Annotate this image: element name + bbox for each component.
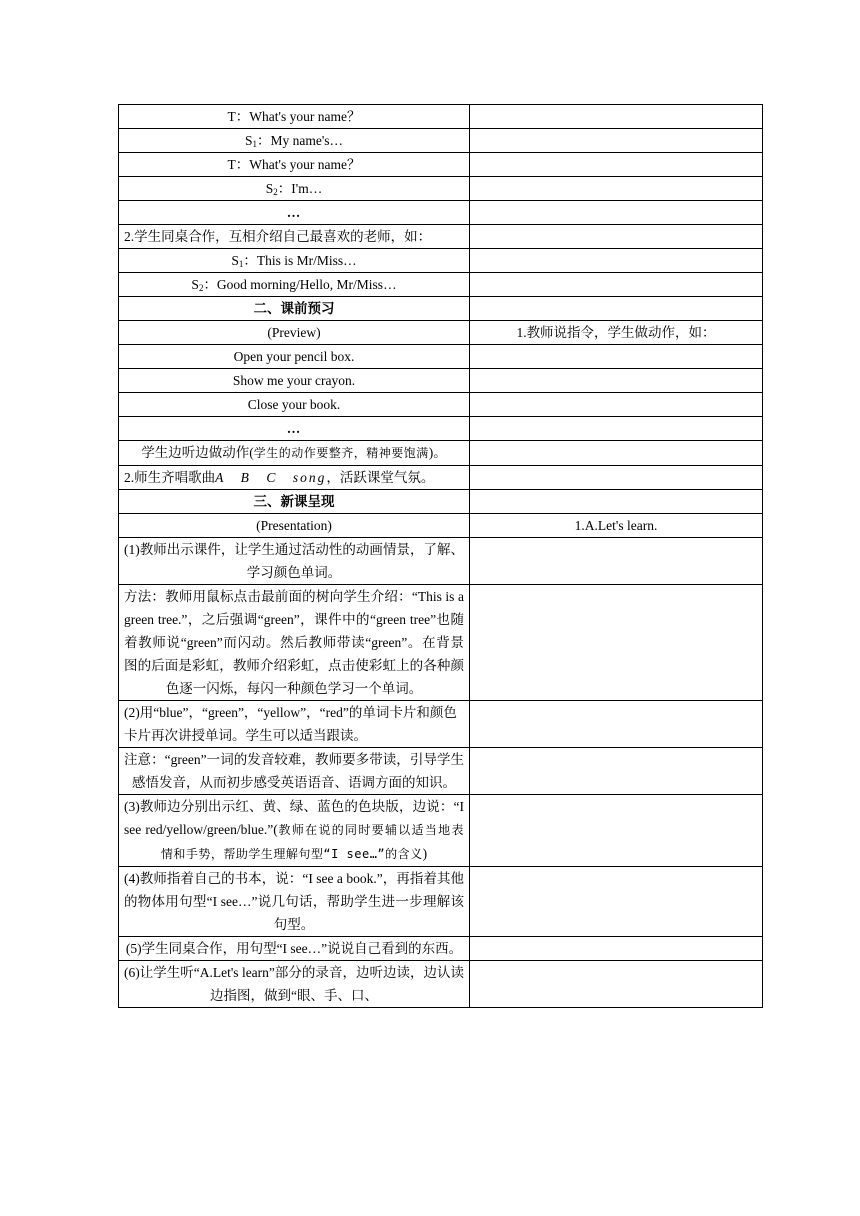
table-row — [119, 297, 763, 321]
table-cell — [470, 393, 763, 417]
table-cell — [470, 177, 763, 201]
table-row — [119, 201, 763, 225]
section-heading: 二、课前预习 — [119, 297, 470, 321]
table-row — [119, 538, 763, 585]
speaker-number: 2 — [273, 187, 278, 197]
table-cell: 2.学生同桌合作，互相介绍自己最喜欢的老师，如： — [119, 225, 470, 249]
table-cell — [470, 201, 763, 225]
cell-text: ：My name's… — [256, 133, 344, 148]
table-row — [119, 441, 763, 466]
table-cell — [470, 701, 763, 748]
table-cell — [119, 273, 470, 297]
speaker-label: S — [244, 133, 253, 148]
cell-text: )。 — [428, 445, 447, 460]
speaker-label: S — [191, 277, 199, 292]
table-row — [119, 177, 763, 201]
table-cell — [119, 249, 470, 273]
table-cell — [470, 867, 763, 937]
cell-text: ，活跃课堂气氛。 — [326, 470, 435, 485]
table-cell: (6)让学生听“A.Let's learn”部分的录音，边听边读，边认读边指图，做到“眼、手、口、 — [119, 961, 470, 1008]
table-cell: 1.教师说指令，学生做动作，如： — [470, 321, 763, 345]
table-cell: 注意：“green”一词的发音较难，教师要多带读，引导学生感悟发音，从而初步感受英语语音、语调方面的知识。 — [119, 748, 470, 795]
table-cell — [470, 961, 763, 1008]
table-cell: T：What's your name？ — [119, 105, 470, 129]
table-cell — [470, 538, 763, 585]
table-cell — [470, 466, 763, 490]
table-cell — [470, 937, 763, 961]
table-cell — [119, 129, 470, 153]
cell-text: 学生边听边做动作( — [141, 445, 254, 460]
table-cell: 1.A.Let's learn. — [470, 514, 763, 538]
table-cell — [470, 417, 763, 441]
cell-text: ：I'm… — [277, 181, 323, 196]
table-cell — [470, 369, 763, 393]
table-cell: (Presentation) — [119, 514, 470, 538]
table-row — [119, 321, 763, 345]
table-cell: Open your pencil box. — [119, 345, 470, 369]
table-cell: (2)用“blue”，“green”，“yellow”，“red”的单词卡片和颜色卡片再次讲授单词。学生可以适当跟读。 — [119, 701, 470, 748]
table-row — [119, 937, 763, 961]
table-row — [119, 490, 763, 514]
table-cell — [470, 273, 763, 297]
cell-text: 2.师生齐唱歌曲 — [124, 470, 216, 485]
cell-text: ) — [422, 846, 428, 861]
table-row — [119, 701, 763, 748]
table-row — [119, 153, 763, 177]
table-row — [119, 585, 763, 701]
table-cell — [470, 345, 763, 369]
table-cell — [470, 585, 763, 701]
table-row — [119, 393, 763, 417]
table-cell: 方法：教师用鼠标点击最前面的树向学生介绍：“This is a green tree.”，之后强调“green”，课件中的“green tree”也随着教师说“green”而闪动。然后教师带读“green”。在背景图的后面是彩虹，教师介绍彩虹，点击使彩虹上的各种颜色逐一闪烁，每闪一种颜色学习一个单词。 — [119, 585, 470, 701]
table-cell — [470, 249, 763, 273]
speaker-number: 1 — [252, 139, 257, 149]
table-cell — [470, 297, 763, 321]
table-row — [119, 514, 763, 538]
cell-text: (3)教师边分别出示红、黄、绿、蓝色的色块版，边说：“I see red/yellow/green/blue.”( — [124, 799, 464, 837]
table-cell — [119, 466, 470, 490]
table-row — [119, 748, 763, 795]
table-cell — [470, 490, 763, 514]
table-cell: … — [119, 417, 470, 441]
table-cell — [119, 795, 470, 867]
table-cell: (5)学生同桌合作，用句型“I see…”说说自己看到的东西。 — [119, 937, 470, 961]
table-cell: Close your book. — [119, 393, 470, 417]
song-title: A B C song — [215, 470, 327, 485]
teaching-note: 学生的动作要整齐，精神要饱满 — [253, 446, 429, 460]
table-row — [119, 466, 763, 490]
speaker-number: 2 — [198, 283, 204, 293]
speaker-label: S — [231, 253, 239, 268]
lesson-plan-table — [118, 104, 763, 1008]
table-cell: (1)教师出示课件，让学生通过活动性的动画情景，了解、学习颜色单词。 — [119, 538, 470, 585]
table-cell — [470, 441, 763, 466]
table-row — [119, 369, 763, 393]
table-row — [119, 345, 763, 369]
table-cell: (4)教师指着自己的书本，说：“I see a book.”，再指着其他的物体用句型“I see…”说几句话，帮助学生进一步理解该句型。 — [119, 867, 470, 937]
table-cell — [119, 441, 470, 466]
table-cell — [470, 105, 763, 129]
table-cell: … — [119, 201, 470, 225]
table-row — [119, 273, 763, 297]
table-cell — [470, 795, 763, 867]
table-row — [119, 417, 763, 441]
table-cell: (Preview) — [119, 321, 470, 345]
teaching-note: 教师在说的同时要辅以适当地表情和手势，帮助学生理解句型“I see…”的含义 — [160, 823, 464, 861]
speaker-label: S — [265, 181, 274, 196]
table-row — [119, 225, 763, 249]
cell-text: ：This is Mr/Miss… — [243, 253, 357, 268]
cell-text: ：Good morning/Hello, Mr/Miss… — [203, 277, 397, 292]
table-row — [119, 105, 763, 129]
table-row — [119, 249, 763, 273]
table-row — [119, 129, 763, 153]
table-cell — [470, 748, 763, 795]
table-row — [119, 795, 763, 867]
table-row — [119, 961, 763, 1008]
table-cell — [470, 225, 763, 249]
table-cell — [470, 129, 763, 153]
table-cell: Show me your crayon. — [119, 369, 470, 393]
section-heading: 三、新课呈现 — [119, 490, 470, 514]
speaker-number: 1 — [238, 259, 244, 269]
table-cell: T：What's your name？ — [119, 153, 470, 177]
table-cell — [470, 153, 763, 177]
table-cell — [119, 177, 470, 201]
table-row — [119, 867, 763, 937]
